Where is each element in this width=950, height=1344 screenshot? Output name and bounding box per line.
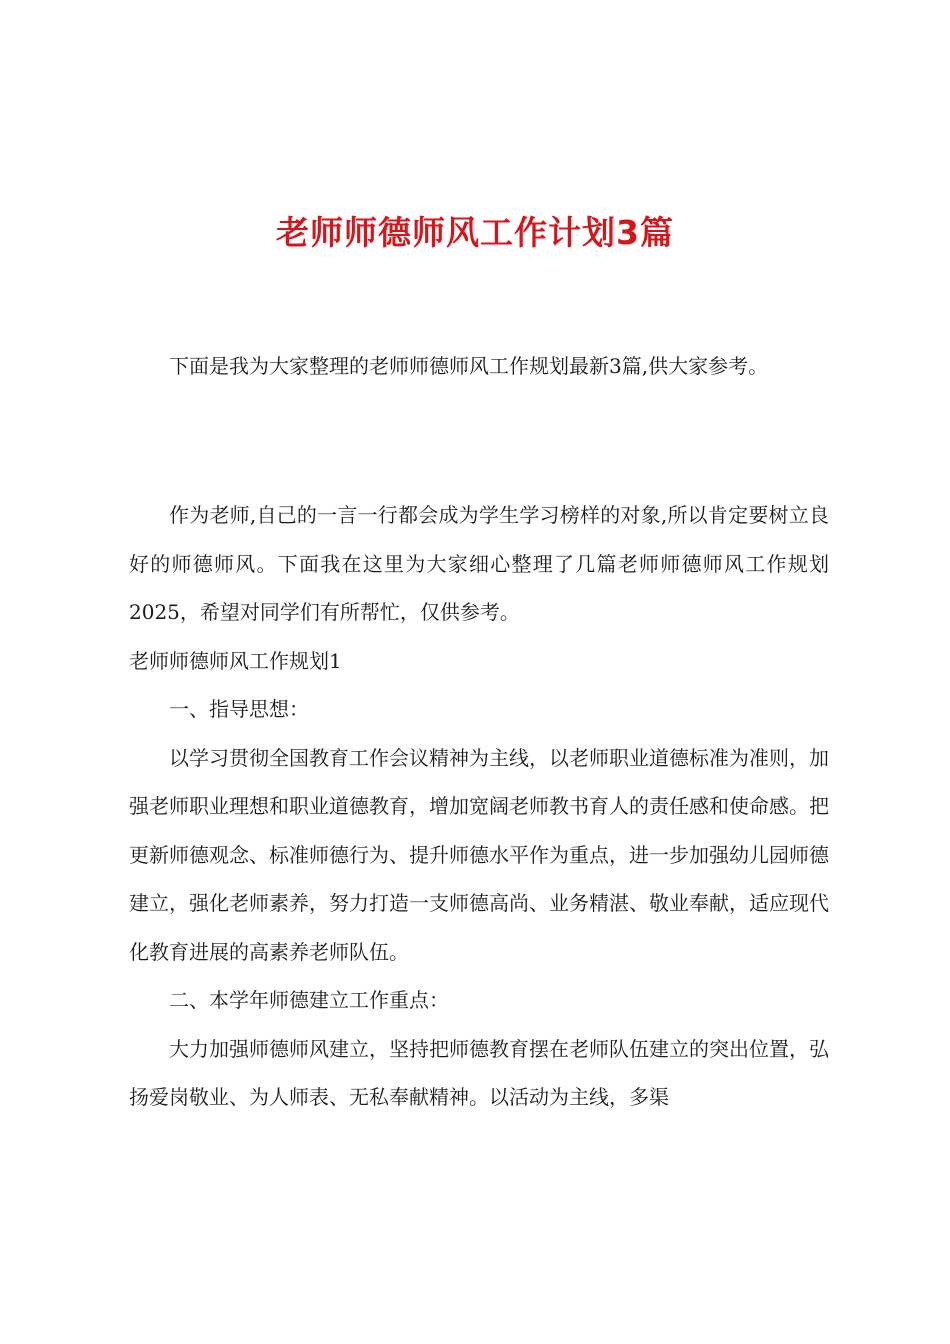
paragraph-guiding-thought: 以学习贯彻全国教育工作会议精神为主线，以老师职业道德标准为准则，加强老师职业理想和职业道德教育，增加宽阔老师教书育人的责任感和使命感。把更新师德观念、标准师德行为、提升师德水平作为重点，进一步加强幼儿园师德建立，强化老师素养，努力打造一支师德高尚、业务精湛、敬业奉献，适应现代化教育进展的高素养老师队伍。 xyxy=(129,745,829,964)
paragraph-preface: 作为老师,自己的一言一行都会成为学生学习榜样的对象,所以肯定要树立良好的师德师风。下面我在这里为大家细心整理了几篇老师师德师风工作规划2025，希望对同学们有所帮忙，仅供参考。 xyxy=(129,503,829,624)
intro-block xyxy=(129,342,829,391)
main-text-block xyxy=(129,491,829,1122)
document-title: 老师师德师风工作计划3篇 xyxy=(276,213,674,252)
section-heading-plan-1: 老师师德师风工作规划1 xyxy=(129,648,342,673)
subheading-work-focus: 二、本学年师德建立工作重点： xyxy=(169,988,449,1012)
subheading-guiding-thought: 一、指导思想： xyxy=(169,697,309,721)
intro-paragraph: 下面是我为大家整理的老师师德师风工作规划最新3篇,供大家参考。 xyxy=(169,354,769,378)
paragraph-work-focus: 大力加强师德师风建立，坚持把师德教育摆在老师队伍建立的突出位置，弘扬爱岗敬业、为人师表、无私奉献精神。以活动为主线，多渠 xyxy=(129,1036,829,1109)
